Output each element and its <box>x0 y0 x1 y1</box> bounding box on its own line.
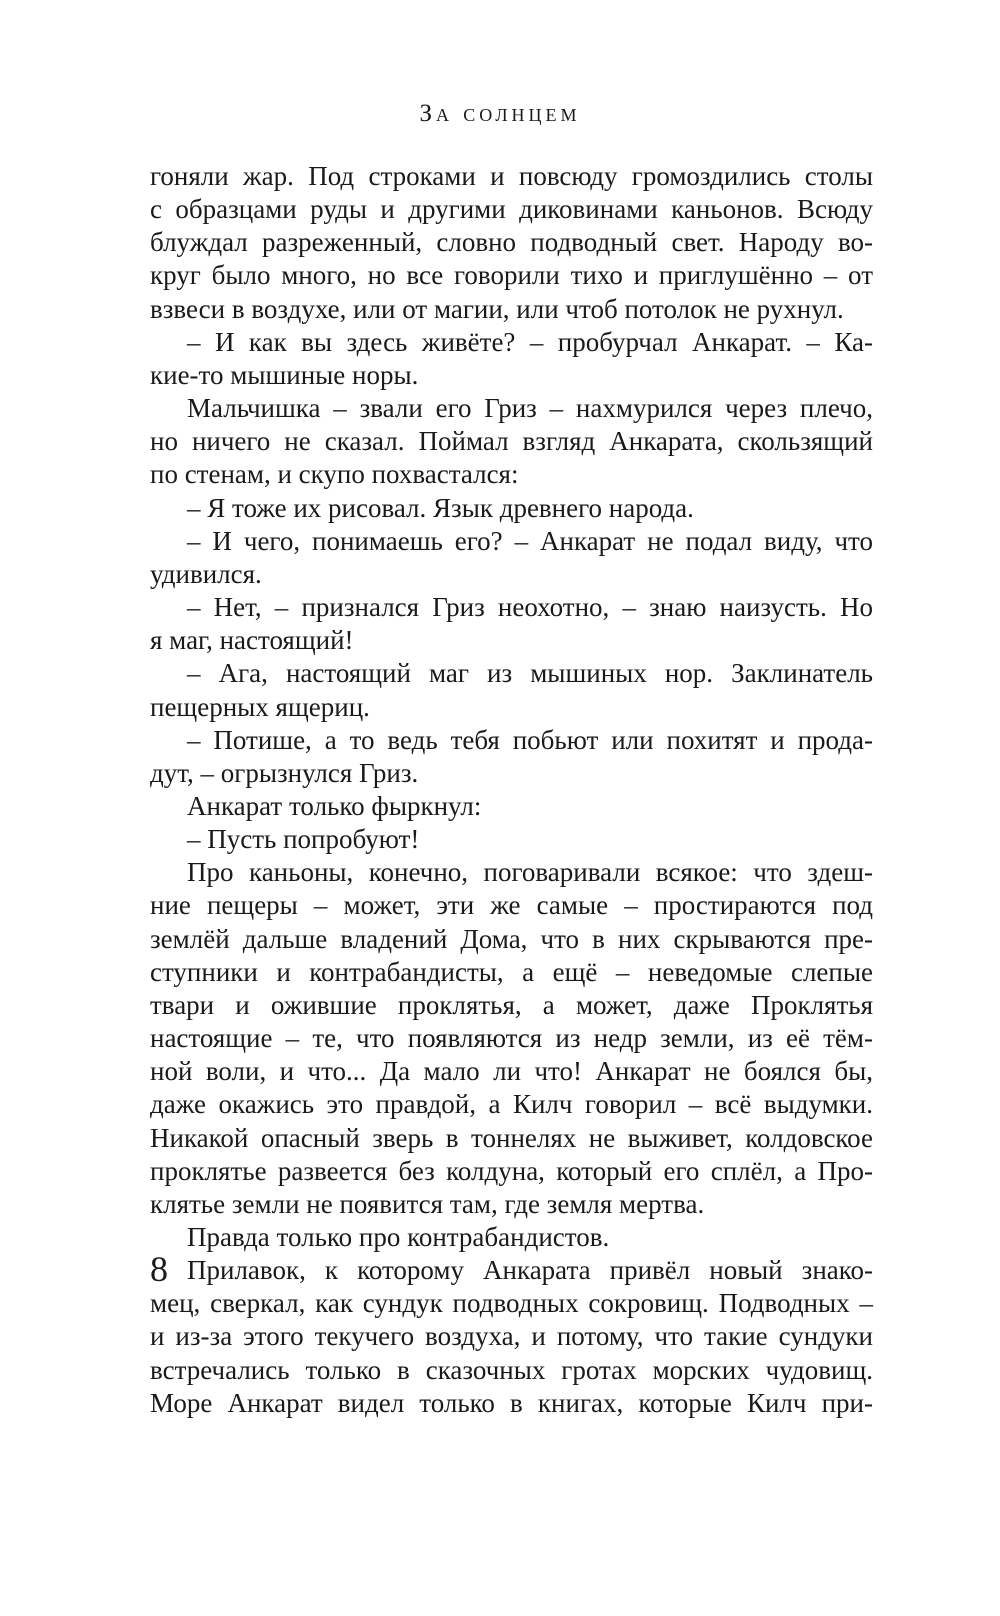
text-line: но ничего не сказал. Поймал взгляд Анкарата, скользящий <box>150 426 873 457</box>
text-line: и из-за этого текучего воздуха, и потому, что такие сундуки <box>150 1321 873 1352</box>
body-text <box>150 160 873 1420</box>
text-line: взвеси в воздухе, или от магии, или чтоб потолок не рухнул. <box>150 293 844 324</box>
paragraph <box>150 1254 873 1420</box>
paragraph <box>150 790 873 823</box>
text-line: – Потише, а то ведь тебя побьют или похитят и прода- <box>187 724 873 755</box>
text-line: Никакой опасный зверь в тоннелях не выживет, колдовское <box>150 1122 873 1153</box>
text-line: блуждал разреженный, словно подводный свет. Народу во- <box>150 227 873 258</box>
paragraph <box>150 724 873 790</box>
text-line: ной воли, и что... Да мало ли что! Анкарат не боялся бы, <box>150 1056 873 1087</box>
text-line: – И как вы здесь живёте? – пробурчал Анкарат. – Ка- <box>187 326 873 357</box>
text-line: – И чего, понимаешь его? – Анкарат не подал виду, что <box>187 525 873 556</box>
text-line: проклятье развеется без колдуна, который его сплёл, а Про- <box>150 1155 873 1186</box>
text-line: круг было много, но все говорили тихо и приглушённо – от <box>150 260 873 291</box>
text-line: землёй дальше владений Дома, что в них скрываются пре- <box>150 923 873 954</box>
paragraph <box>150 160 873 326</box>
text-line: – Нет, – признался Гриз неохотно, – знаю наизусть. Но <box>187 592 873 623</box>
text-line: с образцами руды и другими диковинами каньонов. Всюду <box>150 194 873 225</box>
text-line: мец, сверкал, как сундук подводных сокровищ. Подводных – <box>150 1288 873 1319</box>
paragraph <box>150 657 873 723</box>
paragraph <box>150 525 873 591</box>
text-line: – Пусть попробуют! <box>187 824 420 855</box>
text-line: пещерных ящериц. <box>150 691 370 722</box>
text-line: встречались только в сказочных гротах морских чудовищ. <box>150 1354 873 1385</box>
text-line: Прилавок, к которому Анкарата привёл новый знако- <box>187 1255 873 1286</box>
text-line: – Ага, настоящий маг из мышиных нор. Заклинатель <box>187 658 873 689</box>
text-line: я маг, настоящий! <box>150 625 354 656</box>
paragraph <box>150 856 873 1221</box>
page-number: 8 <box>150 1249 168 1289</box>
text-line: Море Анкарат видел только в книгах, которые Килч при- <box>150 1387 873 1418</box>
text-line: Про каньоны, конечно, поговаривали всякое: что здеш- <box>187 857 873 888</box>
paragraph <box>150 591 873 657</box>
paragraph <box>150 823 873 856</box>
text-line: ние пещеры – может, эти же самые – простираются под <box>150 890 873 921</box>
text-line: Анкарат только фыркнул: <box>187 790 482 821</box>
paragraph <box>150 1221 873 1254</box>
text-line: даже окажись это правдой, а Килч говорил – всё выдумки. <box>150 1089 873 1120</box>
text-line: по стенам, и скупо похвастался: <box>150 459 519 490</box>
text-line: гоняли жар. Под строками и повсюду громоздились столы <box>150 161 873 191</box>
paragraph <box>150 392 873 491</box>
paragraph <box>150 492 873 525</box>
text-line: кие-то мышиные норы. <box>150 359 419 390</box>
text-line: клятье земли не появится там, где земля мертва. <box>150 1188 705 1219</box>
text-line: Мальчишка – звали его Гриз – нахмурился через плечо, <box>187 393 873 424</box>
text-line: – Я тоже их рисовал. Язык древнего народа. <box>187 492 694 523</box>
text-line: настоящие – те, что появляются из недр земли, из её тём- <box>150 1023 873 1054</box>
text-line: твари и ожившие проклятья, а может, даже Проклятья <box>150 989 873 1020</box>
text-line: дут, – огрызнулся Гриз. <box>150 757 419 788</box>
text-line: удивился. <box>150 558 262 589</box>
running-header: За солнцем <box>419 100 581 127</box>
paragraph <box>150 326 873 392</box>
text-line: Правда только про контрабандистов. <box>187 1222 610 1252</box>
text-line: ступники и контрабандисты, а ещё – неведомые слепые <box>150 956 873 987</box>
